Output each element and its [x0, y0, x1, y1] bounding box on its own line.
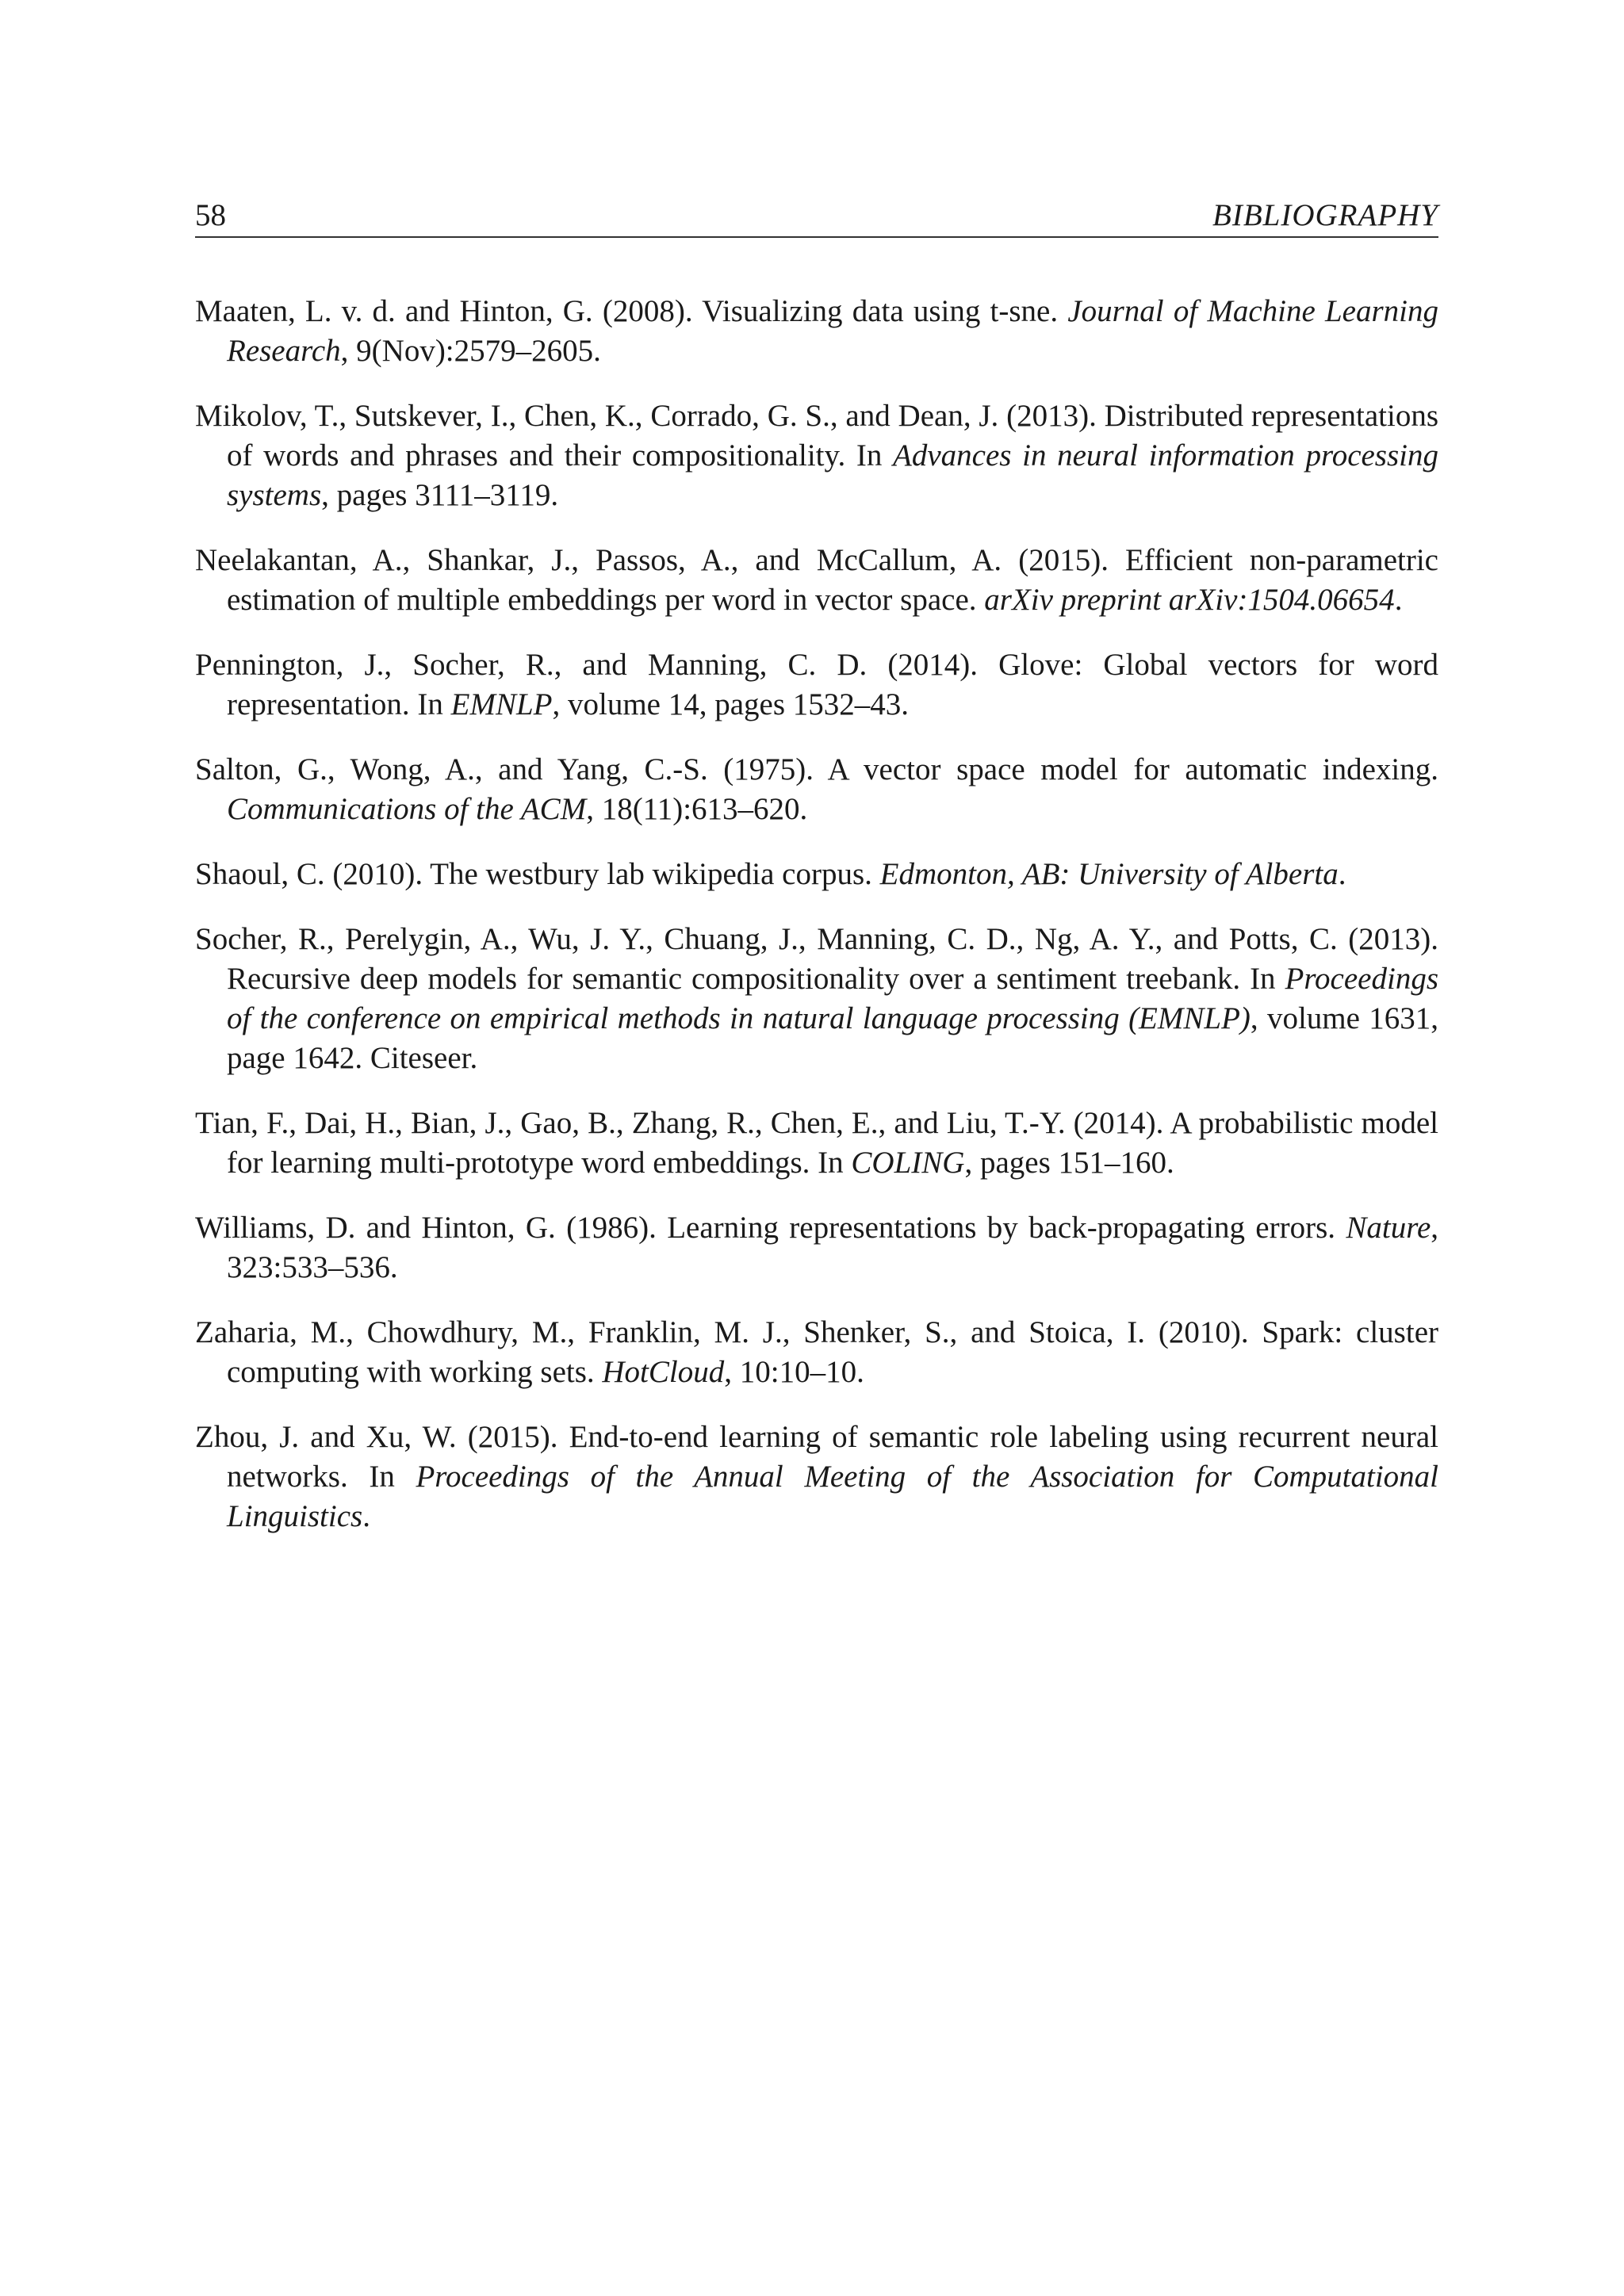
bib-entry-details: , 18(11):613–620.: [586, 792, 808, 826]
bib-entry-socher-2013: [195, 920, 1438, 1078]
bib-entry-venue: Communications of the ACM: [227, 792, 587, 826]
bib-entry-venue: arXiv preprint arXiv:1504.06654: [984, 583, 1395, 617]
bib-entry-text: Maaten, L. v. d. and Hinton, G. (2008). Visualizing data using t-sne.: [195, 294, 1068, 328]
bib-entry-text: Zhou, J. and Xu, W. (2015). End-to-end learning of semantic role labeling using recurrent neural networks. In: [195, 1420, 1438, 1494]
bib-entry-details: , pages 151–160.: [964, 1146, 1174, 1180]
bib-entry-pennington-2014: [195, 645, 1438, 725]
bib-entry-mikolov-2013: [195, 396, 1438, 515]
bib-entry-details: .: [362, 1499, 370, 1533]
bib-entry-text: Socher, R., Perelygin, A., Wu, J. Y., Chuang, J., Manning, C. D., Ng, A. Y., and Potts, C. (2013). Recursive deep models for semantic compositionality over a sentiment treebank. In: [195, 922, 1438, 996]
bib-entry-text: Williams, D. and Hinton, G. (1986). Learning representations by back-propagating errors.: [195, 1211, 1346, 1245]
bib-entry-venue: HotCloud: [602, 1355, 725, 1389]
bib-entry-venue: Nature: [1346, 1211, 1431, 1245]
bib-entry-venue: EMNLP: [450, 687, 553, 721]
bib-entry-text: Salton, G., Wong, A., and Yang, C.-S. (1975). A vector space model for automatic indexing.: [195, 752, 1438, 786]
bib-entry-neelakantan-2015: [195, 541, 1438, 620]
bib-entry-venue: Advances in neural information processing systems: [227, 438, 1438, 512]
bib-entry-text: Tian, F., Dai, H., Bian, J., Gao, B., Zhang, R., Chen, E., and Liu, T.-Y. (2014). A probabilistic model for learning multi-prototype word embeddings. In: [195, 1106, 1438, 1180]
bib-entry-venue: Edmonton, AB: University of Alberta: [879, 857, 1339, 891]
bib-entry-details: .: [1394, 583, 1403, 617]
bib-entry-maaten-2008: [195, 292, 1438, 371]
bib-entry-text: Pennington, J., Socher, R., and Manning, C. D. (2014). Glove: Global vectors for word representation. In: [195, 648, 1438, 721]
bib-entry-text: Mikolov, T., Sutskever, I., Chen, K., Corrado, G. S., and Dean, J. (2013). Distributed representations of words and phrases and their compositionality. In: [195, 399, 1438, 473]
running-head: BIBLIOGRAPHY: [1212, 198, 1438, 232]
bib-entry-venue: Proceedings of the conference on empirical methods in natural language processing (EMNLP): [227, 962, 1438, 1035]
page-header: [195, 195, 1438, 236]
bib-entry-text: Shaoul, C. (2010). The westbury lab wikipedia corpus.: [195, 857, 880, 891]
bib-entry-text: Neelakantan, A., Shankar, J., Passos, A., and McCallum, A. (2015). Efficient non-parametric estimation of multiple embeddings per word in vector space.: [195, 543, 1438, 617]
bib-entry-zhou-2015: [195, 1418, 1438, 1536]
bib-entry-salton-1975: [195, 750, 1438, 829]
bib-entry-venue: Journal of Machine Learning Research: [227, 294, 1438, 368]
bib-entry-williams-1986: [195, 1208, 1438, 1288]
bib-entry-details: .: [1338, 857, 1346, 891]
bib-entry-text: Zaharia, M., Chowdhury, M., Franklin, M. J., Shenker, S., and Stoica, I. (2010). Spark: cluster computing with working sets.: [195, 1315, 1438, 1389]
bib-entry-details: , 10:10–10.: [724, 1355, 864, 1389]
header-rule: [195, 236, 1438, 238]
bib-entry-tian-2014: [195, 1104, 1438, 1183]
bib-entry-details: , volume 14, pages 1532–43.: [552, 687, 910, 721]
bib-entry-zaharia-2010: [195, 1313, 1438, 1392]
bib-entry-shaoul-2010: [195, 855, 1438, 894]
bibliography-list: [195, 292, 1438, 1562]
bib-entry-details: , volume 1631, page 1642. Citeseer.: [227, 1001, 1439, 1075]
page-number: 58: [195, 198, 226, 232]
bib-entry-details: , 323:533–536.: [227, 1211, 1438, 1284]
bib-entry-details: , pages 3111–3119.: [321, 478, 559, 512]
bib-entry-venue: Proceedings of the Annual Meeting of the Association for Computational Linguistics: [227, 1460, 1438, 1533]
bib-entry-details: , 9(Nov):2579–2605.: [340, 334, 601, 368]
bib-entry-venue: COLING: [851, 1146, 965, 1180]
